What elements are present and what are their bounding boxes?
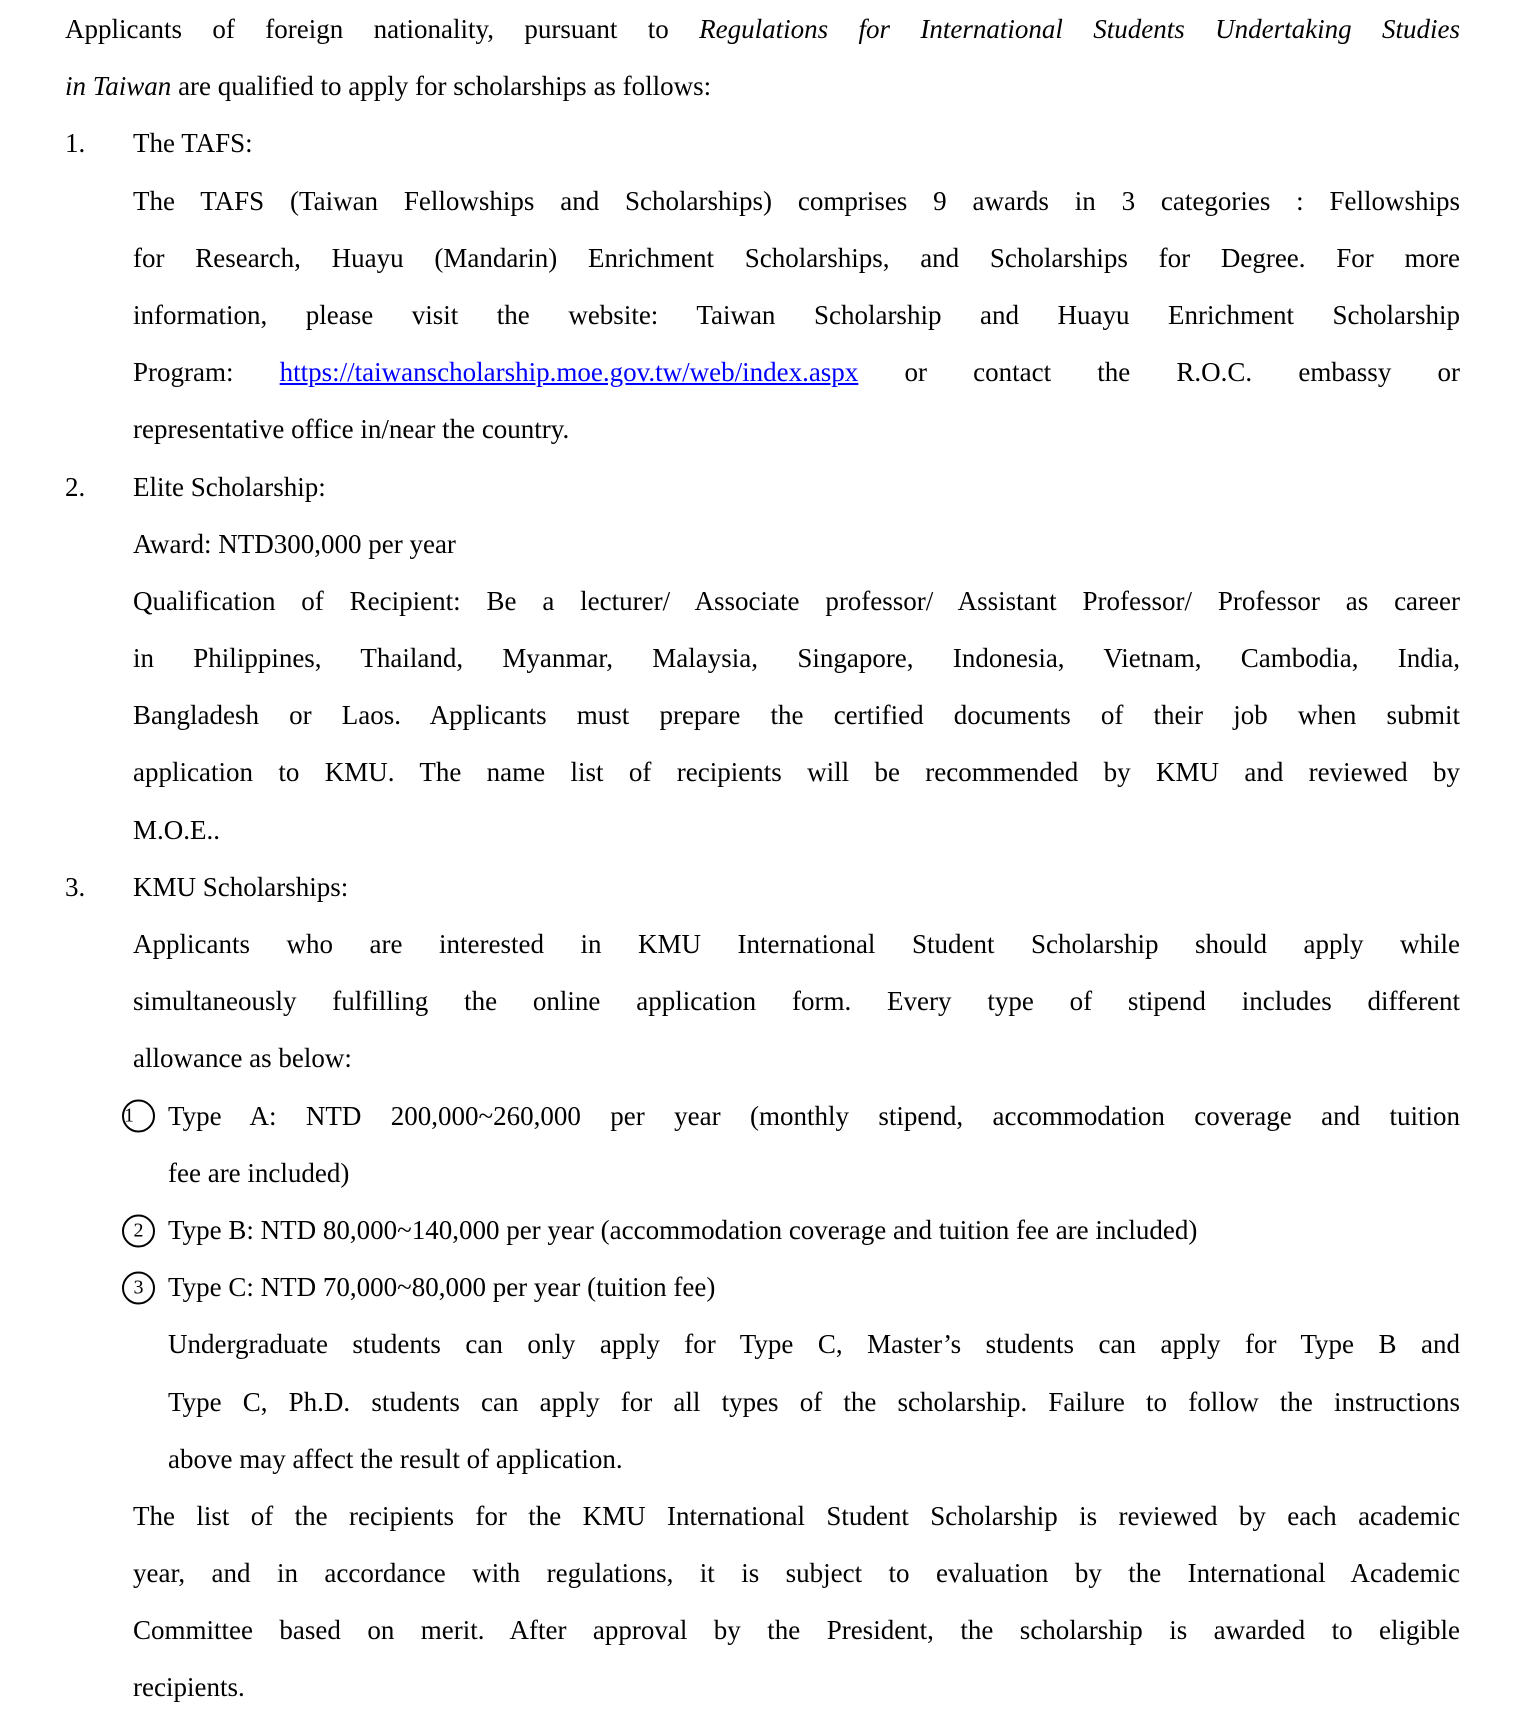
intro-text: are qualified to apply for scholarships as follows: (171, 71, 712, 102)
body-text: simultaneously fulfilling the online application form. Every type of stipend includes different (133, 986, 1460, 1017)
body-text: The TAFS (Taiwan Fellowships and Scholarships) comprises 9 awards in 3 categories : Fellowships (133, 185, 1460, 216)
intro-line-1 (65, 1, 1460, 58)
list-marker: 3. (65, 871, 86, 902)
body-text: M.O.E.. (133, 814, 220, 845)
item-1-body-line (65, 230, 1460, 287)
closing-line (65, 1545, 1460, 1602)
item-1-heading (65, 115, 1460, 172)
item-3-body-line (65, 973, 1460, 1030)
body-text: Award: NTD300,000 per year (133, 528, 456, 559)
closing-line (65, 1602, 1460, 1659)
item-1-title: The TAFS: (133, 128, 253, 159)
item-2-body-line (65, 744, 1460, 801)
type-note-line (65, 1374, 1460, 1431)
type-a-line (65, 1145, 1460, 1202)
type-note-line (65, 1431, 1460, 1488)
list-marker: 2. (65, 471, 86, 502)
type-a-line (65, 1088, 1460, 1145)
body-text: recipients. (133, 1672, 245, 1703)
body-text: Type B: NTD 80,000~140,000 per year (accommodation coverage and tuition fee are included) (168, 1214, 1198, 1245)
item-1-body-line (65, 344, 1460, 401)
item-1-body-line (65, 401, 1460, 458)
regulation-title-italic: in Taiwan (65, 71, 172, 102)
body-text: Undergraduate students can only apply for Type C, Master’s students can apply for Type B and (168, 1329, 1460, 1360)
body-text: Committee based on merit. After approval by the President, the scholarship is awarded to eligible (133, 1615, 1460, 1646)
item-2-body-line (65, 573, 1460, 630)
intro-text: Applicants of foreign nationality, pursuant to (65, 14, 700, 44)
taiwan-scholarship-url-link[interactable]: https://taiwanscholarship.moe.gov.tw/web/index.aspx (279, 357, 859, 388)
item-1-body-line (65, 287, 1460, 344)
body-text: Qualification of Recipient: Be a lecturer/ Associate professor/ Assistant Professor/ Professor as career (133, 585, 1460, 616)
item-2-award-line (65, 516, 1460, 573)
body-text: Type C: NTD 70,000~80,000 per year (tuition fee) (168, 1272, 716, 1303)
item-3-body-line (65, 916, 1460, 973)
body-text: application to KMU. The name list of recipients will be recommended by KMU and reviewed by (133, 757, 1460, 788)
body-text: year, and in accordance with regulations, it is subject to evaluation by the International Academic (133, 1558, 1460, 1589)
body-text: representative office in/near the country. (133, 414, 570, 445)
body-text: allowance as below: (133, 1043, 352, 1074)
regulation-title-italic: Regulations for International Students Undertaking Studies (699, 14, 1460, 44)
type-b-line (65, 1202, 1460, 1259)
type-c-line (65, 1259, 1460, 1316)
type-note-line (65, 1316, 1460, 1373)
body-text: in Philippines, Thailand, Myanmar, Malaysia, Singapore, Indonesia, Vietnam, Cambodia, India, (133, 643, 1460, 674)
body-text: Bangladesh or Laos. Applicants must prepare the certified documents of their job when submit (133, 700, 1460, 731)
body-text: or contact the R.O.C. embassy or (858, 357, 1460, 388)
body-text: Type C, Ph.D. students can apply for all types of the scholarship. Failure to follow the instructions (168, 1386, 1460, 1417)
closing-line (65, 1659, 1460, 1716)
body-text: for Research, Huayu (Mandarin) Enrichment Scholarships, and Scholarships for Degree. For more (133, 242, 1460, 273)
item-3-heading (65, 859, 1460, 916)
item-2-body-line (65, 630, 1460, 687)
body-text: Program: (133, 357, 280, 388)
item-2-body-line (65, 687, 1460, 744)
body-text: Applicants who are interested in KMU International Student Scholarship should apply while (133, 929, 1460, 959)
item-2-title: Elite Scholarship: (133, 471, 326, 502)
body-text: Type A: NTD 200,000~260,000 per year (monthly stipend, accommodation coverage and tuition (168, 1100, 1460, 1131)
item-1-body-line (65, 173, 1460, 230)
item-2-body-line (65, 802, 1460, 859)
item-2-heading (65, 459, 1460, 516)
closing-line (65, 1488, 1460, 1545)
body-text: above may affect the result of application. (168, 1443, 623, 1474)
intro-line-2 (65, 58, 1460, 115)
item-3-body-line (65, 1030, 1460, 1087)
body-text: information, please visit the website: Taiwan Scholarship and Huayu Enrichment Scholarship (133, 299, 1460, 330)
body-text: fee are included) (168, 1157, 350, 1188)
document-body (65, 1, 1460, 1717)
circled-number-marker: 3 (122, 1271, 155, 1304)
circled-number-marker: 2 (122, 1214, 155, 1247)
circled-number-marker: 1 (122, 1100, 155, 1133)
list-marker: 1. (65, 128, 86, 159)
item-3-title: KMU Scholarships: (133, 871, 349, 902)
body-text: The list of the recipients for the KMU International Student Scholarship is reviewed by each academic (133, 1500, 1460, 1531)
